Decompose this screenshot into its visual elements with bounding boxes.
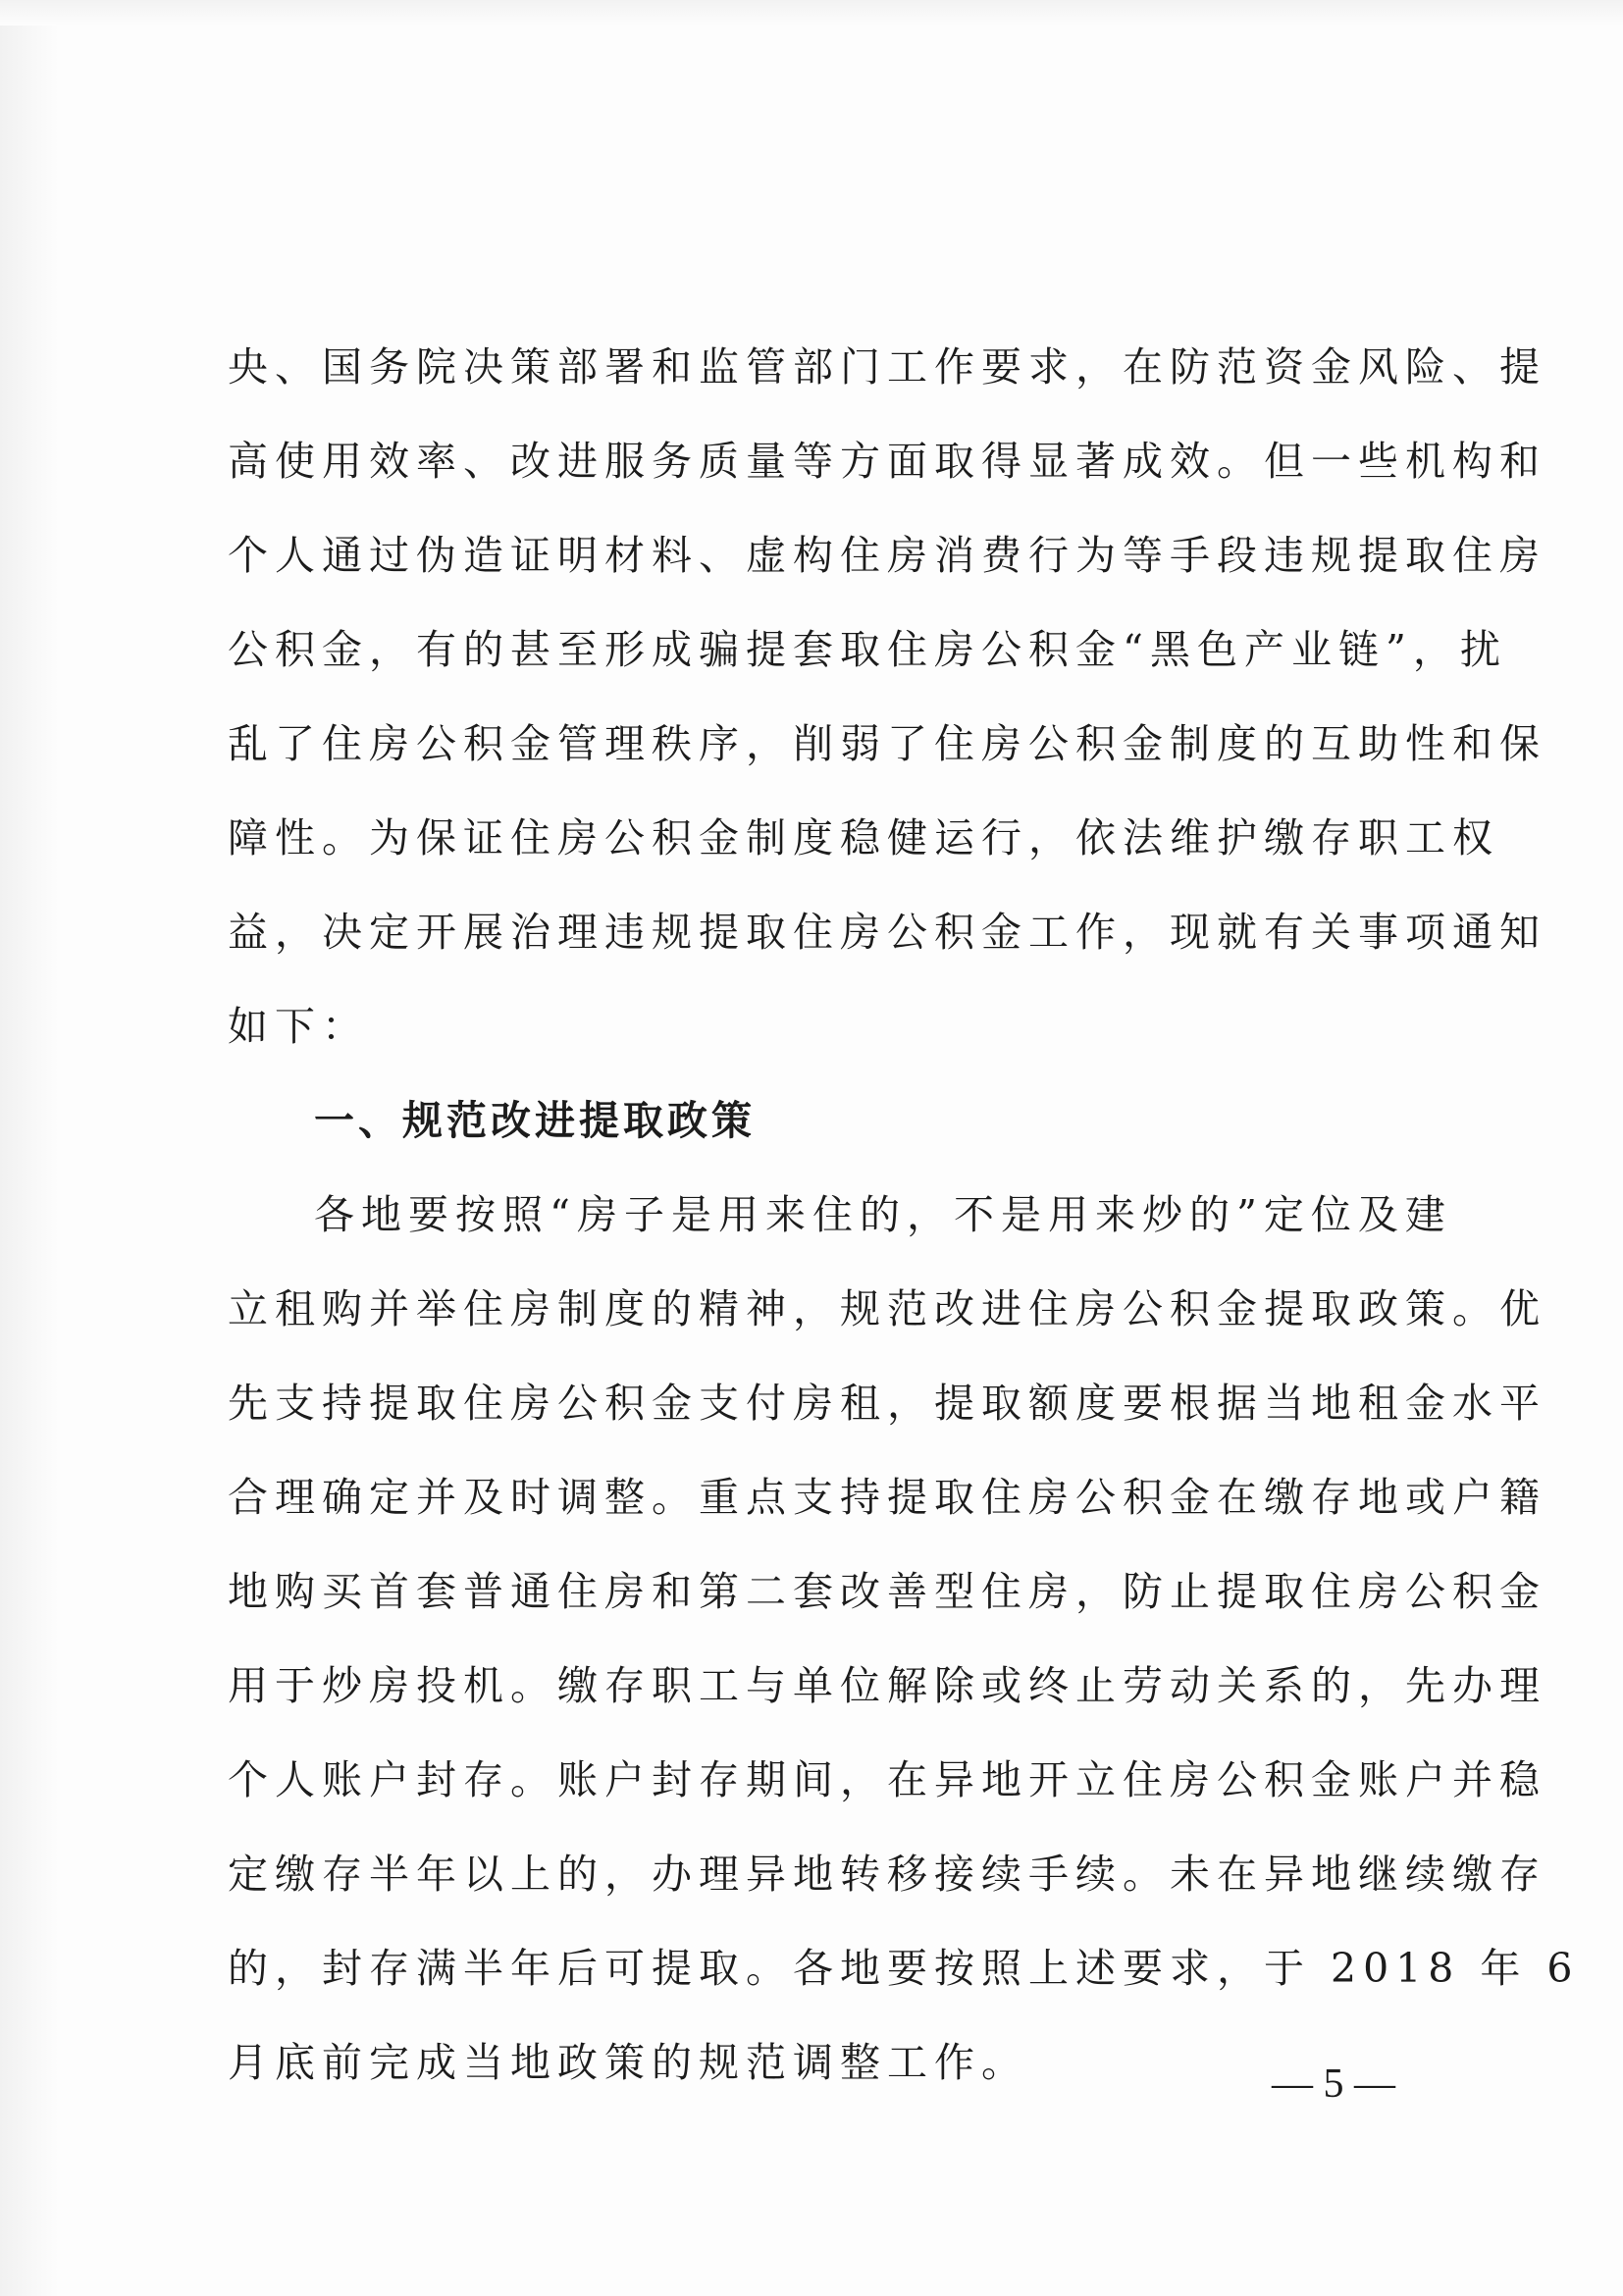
- document-body: [228, 320, 1580, 2110]
- section-paragraph-line: 个人账户封存。账户封存期间，在异地开立住房公积金账户并稳: [228, 1756, 1546, 1803]
- section-paragraph-line: 各地要按照“房子是用来住的，不是用来炒的”定位及建: [314, 1191, 1452, 1238]
- section-paragraph-line: 地购买首套普通住房和第二套改善型住房，防止提取住房公积金: [228, 1568, 1546, 1615]
- paragraph-line: 益，决定开展治理违规提取住房公积金工作，现就有关事项通知: [228, 909, 1546, 956]
- paragraph-line: 高使用效率、改进服务质量等方面取得显著成效。但一些机构和: [228, 438, 1546, 485]
- paragraph-line: 如下：: [228, 1003, 369, 1050]
- paragraph-line: 障性。为保证住房公积金制度稳健运行，依法维护缴存职工权: [228, 814, 1499, 861]
- scan-shadow-top: [0, 0, 1623, 26]
- paragraph-line: 个人通过伪造证明材料、虚构住房消费行为等手段违规提取住房: [228, 532, 1546, 579]
- section-paragraph-line: 立租购并举住房制度的精神，规范改进住房公积金提取政策。优: [228, 1285, 1546, 1332]
- section-heading: 一、规范改进提取政策: [314, 1097, 756, 1144]
- paragraph-line: 央、国务院决策部署和监管部门工作要求，在防范资金风险、提: [228, 343, 1546, 391]
- scan-shadow-left: [0, 0, 59, 2296]
- section-paragraph-line: 用于炒房投机。缴存职工与单位解除或终止劳动关系的，先办理: [228, 1662, 1546, 1709]
- section-paragraph-line: 先支持提取住房公积金支付房租，提取额度要根据当地租金水平: [228, 1380, 1546, 1427]
- page-number: — 5 —: [1272, 2061, 1395, 2107]
- section-paragraph-line: 月底前完成当地政策的规范调整工作。: [228, 2039, 1028, 2086]
- section-paragraph-line: 定缴存半年以上的，办理异地转移接续手续。未在异地继续缴存: [228, 1851, 1546, 1898]
- section-paragraph-line: 合理确定并及时调整。重点支持提取住房公积金在缴存地或户籍: [228, 1474, 1546, 1521]
- section-paragraph-line: 的，封存满半年后可提取。各地要按照上述要求，于 2018 年 6: [228, 1945, 1580, 1992]
- paragraph-line: 公积金，有的甚至形成骗提套取住房公积金“黑色产业链”，扰: [228, 626, 1507, 673]
- paragraph-line: 乱了住房公积金管理秩序，削弱了住房公积金制度的互助性和保: [228, 720, 1546, 767]
